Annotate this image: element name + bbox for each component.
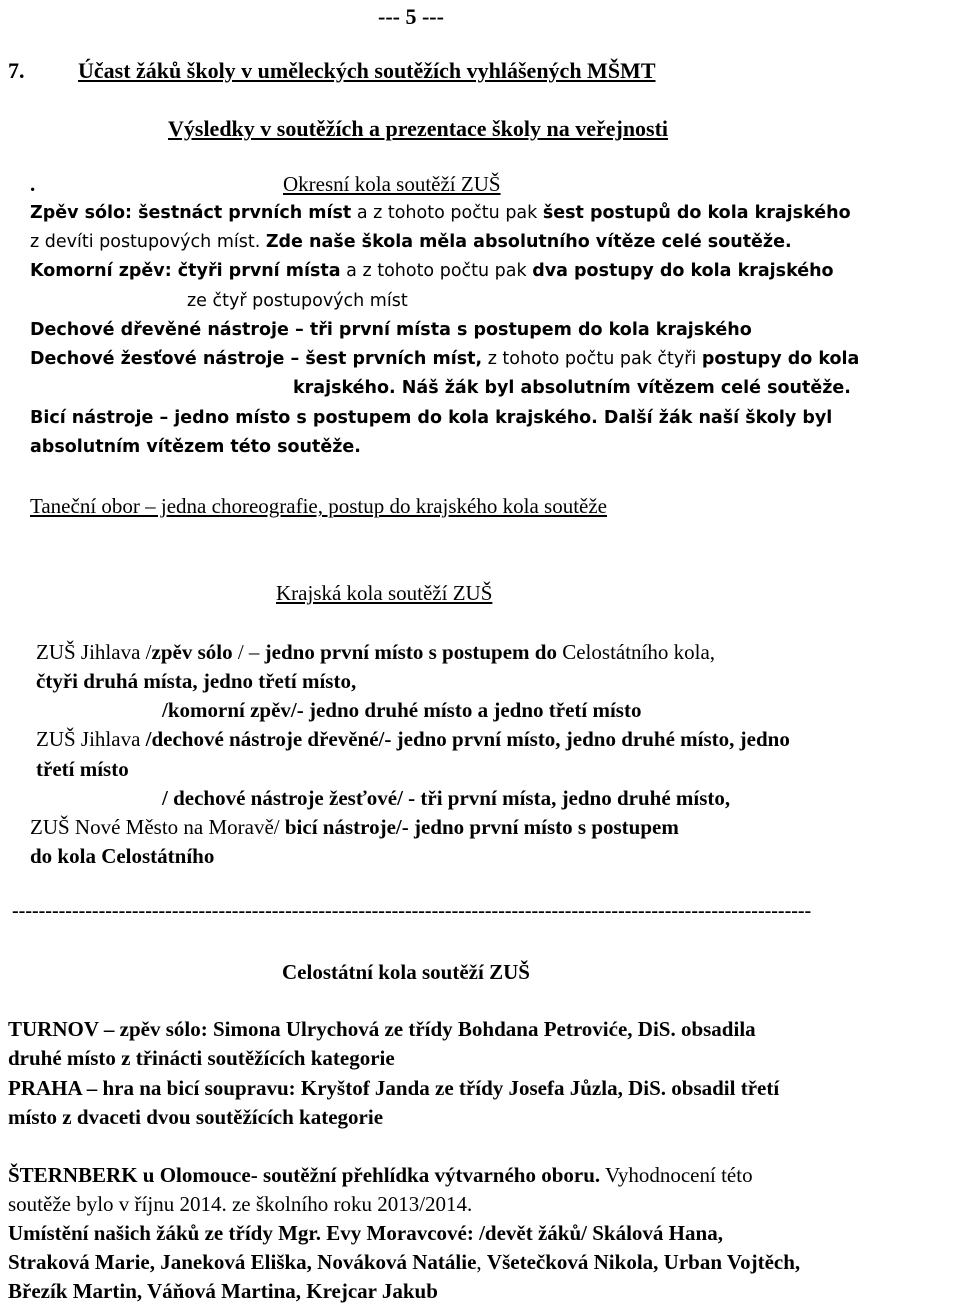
drevene-line: Dechové dřevěné nástroje – tři první místa s postupem do kola krajského bbox=[30, 320, 752, 340]
section-number: 7. bbox=[8, 58, 25, 83]
komorni-a: Komorní zpěv: čtyři první místa bbox=[30, 261, 341, 281]
praha-line1: PRAHA – hra na bicí soupravu: Kryštof Janda ze třídy Josefa Jůzla, DiS. obsadil třetí bbox=[8, 1076, 780, 1100]
komorni-d: ze čtyř postupových míst bbox=[187, 291, 408, 311]
regional-line4 bbox=[36, 727, 790, 751]
umisteni-line1: Umístění našich žáků ze třídy Mgr. Evy Moravcové: /devět žáků/ Skálová Hana, bbox=[8, 1221, 723, 1245]
zestove-a: Dechové žesťové nástroje – šest prvních míst, bbox=[30, 349, 483, 369]
tanecni-line: Taneční obor – jedna choreografie, postup do krajského kola soutěže bbox=[30, 494, 607, 518]
regional-l1c: / – bbox=[232, 640, 265, 664]
praha-line2: místo z dvaceti dvou soutěžících kategorie bbox=[8, 1105, 384, 1129]
regional-line6: / dechové nástroje žesťové/ - tři první místa, jedno druhé místo, bbox=[162, 786, 731, 810]
page-number: --- 5 --- bbox=[378, 4, 444, 29]
regional-line7 bbox=[30, 815, 679, 839]
turnov-line1: TURNOV – zpěv sólo: Simona Ulrychová ze třídy Bohdana Petroviće, DiS. obsadila bbox=[8, 1017, 756, 1041]
umisteni-line3: Březík Martin, Váňová Martina, Krejcar Jakub bbox=[8, 1279, 438, 1303]
regional-l1d: jedno první místo s postupem do bbox=[264, 640, 563, 664]
zpev-solo-b: a z tohoto počtu pak bbox=[351, 203, 543, 223]
district-dot: . bbox=[30, 172, 36, 196]
regional-l1b: zpěv sólo bbox=[151, 640, 233, 664]
section-title: Účast žáků školy v uměleckých soutěžích vyhlášených MŠMT bbox=[78, 58, 656, 83]
regional-l4a: ZUŠ Jihlava bbox=[36, 727, 146, 751]
sternberk-line1 bbox=[8, 1163, 753, 1187]
bici-line1: Bicí nástroje – jedno místo s postupem do kola krajského. Další žák naší školy byl bbox=[30, 408, 833, 428]
zpev-solo-line1 bbox=[30, 203, 851, 223]
regional-heading: Krajská kola soutěží ZUŠ bbox=[276, 581, 493, 605]
zpev-solo-d: z devíti postupových míst. bbox=[30, 232, 266, 252]
zestove-line1 bbox=[30, 349, 859, 369]
sternberk-b: Vyhodnocení této bbox=[600, 1163, 753, 1187]
sternberk-line2: soutěže bylo v říjnu 2014. ze školního roku 2013/2014. bbox=[8, 1192, 473, 1216]
regional-line5: třetí místo bbox=[36, 757, 129, 781]
national-heading: Celostátní kola soutěží ZUŠ bbox=[282, 960, 530, 984]
regional-line8: do kola Celostátního bbox=[30, 844, 215, 868]
umisteni-line2 bbox=[8, 1250, 800, 1274]
turnov-line2: druhé místo z třinácti soutěžících kategorie bbox=[8, 1046, 395, 1070]
regional-l7a: ZUŠ Nové Město na Moravě/ bbox=[30, 815, 285, 839]
bici-line2: absolutním vítězem této soutěže. bbox=[30, 437, 361, 457]
regional-line2: čtyři druhá místa, jedno třetí místo, bbox=[36, 669, 357, 693]
regional-l7b: bicí nástroje/- jedno první místo s postupem bbox=[284, 815, 679, 839]
umisteni-l2c: Všetečková Nikola, Urban Vojtěch, bbox=[486, 1250, 801, 1274]
umisteni-l2a: Straková Marie, Janeková Eliška, Nováková Natálie bbox=[8, 1250, 477, 1274]
zpev-solo-e: Zde naše škola měla absolutního vítěze celé soutěže. bbox=[265, 232, 792, 252]
district-heading: Okresní kola soutěží ZUŠ bbox=[283, 172, 501, 196]
subtitle: Výsledky v soutěžích a prezentace školy na veřejnosti bbox=[168, 116, 669, 141]
zestove-d: krajského. Náš žák byl absolutním vítězem celé soutěže. bbox=[293, 378, 851, 398]
zpev-solo-c: šest postupů do kola krajského bbox=[542, 203, 851, 223]
umisteni-l2b: , bbox=[476, 1250, 487, 1274]
regional-l4b: /dechové nástroje dřevěné/- jedno první místo, jedno druhé místo, jedno bbox=[145, 727, 790, 751]
sternberk-a: ŠTERNBERK u Olomouce- soutěžní přehlídka výtvarného oboru. bbox=[8, 1163, 601, 1187]
komorni-c: dva postupy do kola krajského bbox=[532, 261, 834, 281]
zpev-solo-line2 bbox=[30, 232, 792, 252]
regional-line1 bbox=[36, 640, 715, 664]
komorni-line1 bbox=[30, 261, 834, 281]
komorni-b: a z tohoto počtu pak bbox=[340, 261, 533, 281]
zpev-solo-a: Zpěv sólo: šestnáct prvních míst bbox=[30, 203, 352, 223]
divider: ------------------------------------------------------------------------------------------------------------------------ bbox=[12, 900, 812, 922]
zestove-c: postupy do kola bbox=[701, 349, 860, 369]
regional-l1e: Celostátního kola, bbox=[562, 640, 716, 664]
regional-l1a: ZUŠ Jihlava / bbox=[36, 640, 152, 664]
regional-line3: /komorní zpěv/- jedno druhé místo a jedno třetí místo bbox=[162, 698, 642, 722]
zestove-b: z tohoto počtu pak čtyři bbox=[482, 349, 702, 369]
